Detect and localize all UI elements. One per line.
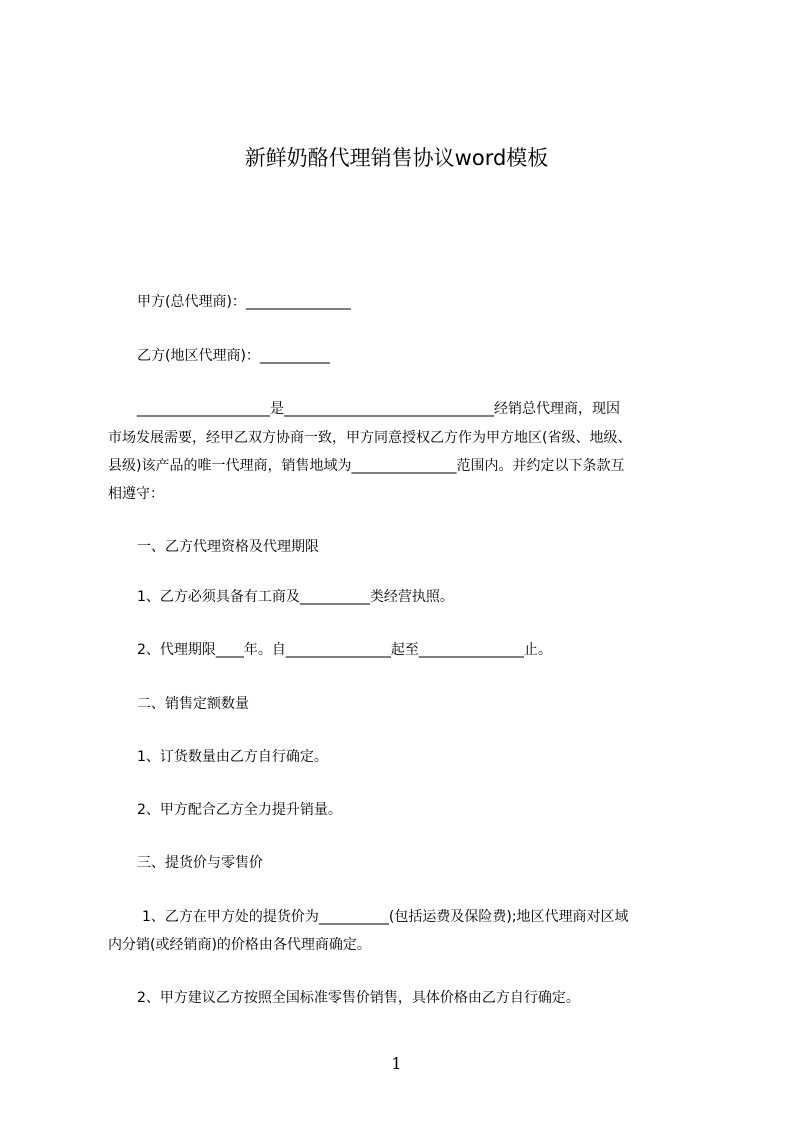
section-heading-3: 三、提货价与零售价 xyxy=(137,855,263,871)
document-title: 新鲜奶酪代理销售协议word模板 xyxy=(244,146,549,170)
section-1-item-1: 1、乙方必须具备有工商及__________类经营执照。 xyxy=(137,589,454,605)
intro-paragraph-line-2: 市场发展需要，经甲乙双方协商一致，甲方同意授权乙方作为甲方地区(省级、地级、 xyxy=(108,430,632,446)
section-heading-1: 一、乙方代理资格及代理期限 xyxy=(137,539,319,555)
intro-paragraph-line-1: ___________________是______________________________经销总代理商，现因 xyxy=(137,401,620,417)
section-3-item-1-line-2: 内分销(或经销商)的价格由各代理商确定。 xyxy=(108,937,371,953)
section-2-item-2: 2、甲方配合乙方全力提升销量。 xyxy=(137,802,342,818)
section-1-item-2: 2、代理期限____年。自_______________起至_______________止。 xyxy=(137,642,552,658)
section-heading-2: 二、销售定额数量 xyxy=(137,696,249,712)
page-number: 1 xyxy=(391,1054,402,1073)
intro-paragraph-line-4: 相遵守： xyxy=(108,486,164,502)
section-2-item-1: 1、订货数量由乙方自行确定。 xyxy=(137,749,328,765)
section-3-item-2: 2、甲方建议乙方按照全国标准零售价销售，具体价格由乙方自行确定。 xyxy=(137,990,580,1006)
party-a-line: 甲方(总代理商)：_______________ xyxy=(137,294,351,310)
intro-paragraph-line-3: 县级)该产品的唯一代理商，销售地域为_______________范围内。并约定以下条款互 xyxy=(108,458,625,474)
section-3-item-1-line-1: 1、乙方在甲方处的提货价为__________(包括运费及保险费);地区代理商对区域 xyxy=(142,909,629,925)
party-b-line: 乙方(地区代理商)：__________ xyxy=(137,348,330,364)
